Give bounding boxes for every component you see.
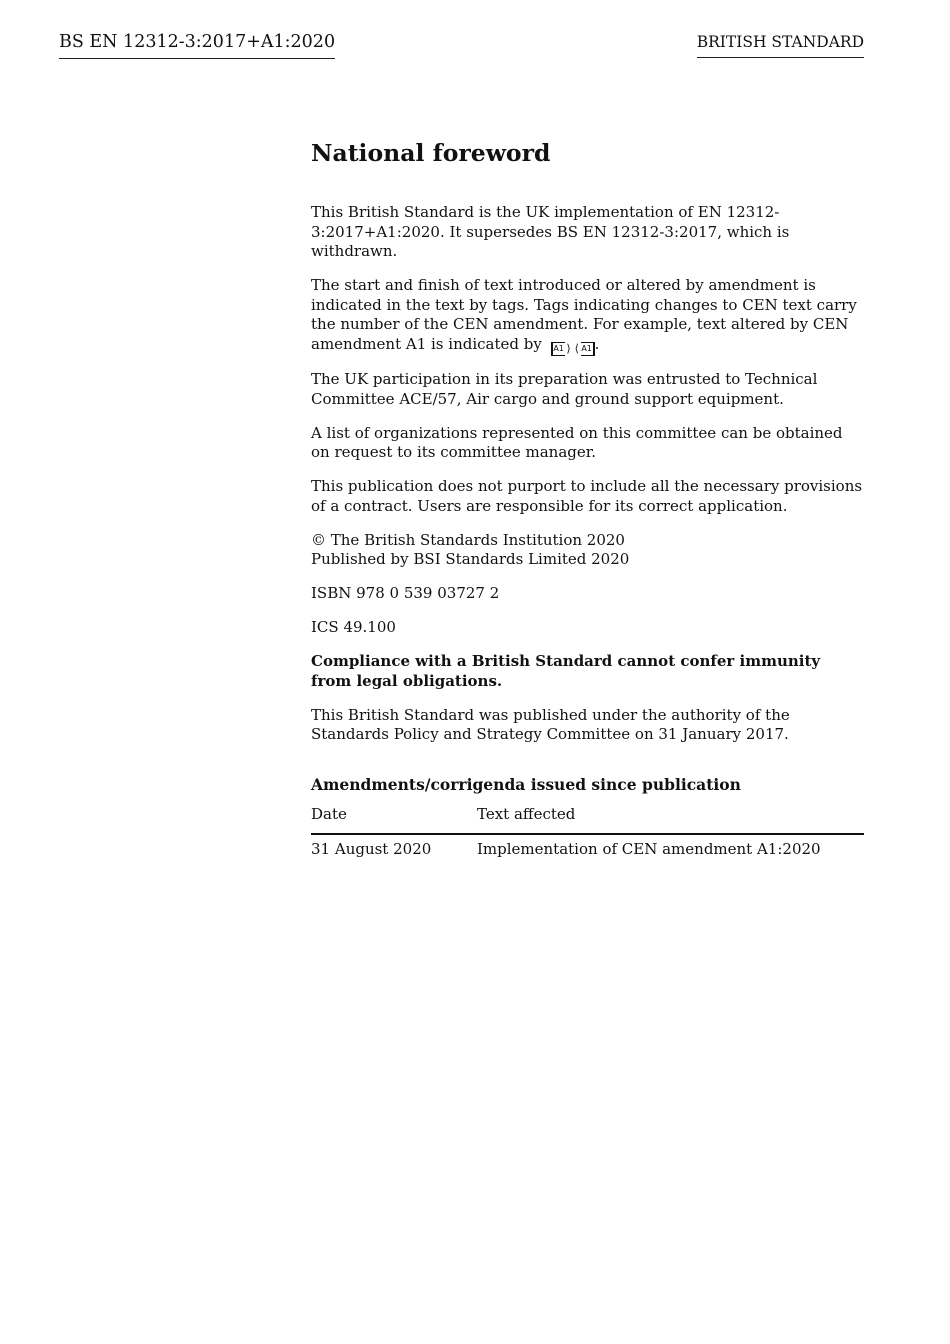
committee-paragraph: The UK participation in its preparation was entrusted to Technical Committee ACE/57, Air cargo and ground support equipment. xyxy=(311,370,818,408)
amendment-start-tag-icon: A1 ⟩ xyxy=(551,342,565,356)
document-id-header: BS EN 12312-3:2017+A1:2020 xyxy=(59,30,335,59)
amendment-text: Implementation of CEN amendment A1:2020 xyxy=(477,839,821,858)
copyright-line: © The British Standards Institution 2020 xyxy=(311,530,625,549)
contract-paragraph: This publication does not purport to include all the necessary provisions of a contract. Users are responsible for its correct application. xyxy=(311,477,863,515)
amendment-end-tag-icon: ⟨ A1 xyxy=(581,342,595,356)
column-header-date: Date xyxy=(311,803,477,834)
amendment-date: 31 August 2020 xyxy=(311,839,432,858)
british-standard-label: BRITISH STANDARD xyxy=(697,31,864,58)
column-header-text-affected: Text affected xyxy=(477,803,864,834)
page-title: National foreword xyxy=(311,139,551,167)
implementation-paragraph: This British Standard is the UK implementation of EN 12312-3:2017+A1:2020. It supersedes BS EN 12312-3:2017, which is withdrawn. xyxy=(311,203,790,260)
amendments-table xyxy=(311,803,864,859)
compliance-statement: Compliance with a British Standard cannot confer immunity from legal obligations. xyxy=(311,652,821,690)
authority-paragraph: This British Standard was published under the authority of the Standards Policy and Strategy Committee on 31 January 2017. xyxy=(311,705,790,743)
amendments-heading: Amendments/corrigenda issued since publication xyxy=(311,774,741,794)
amendment-tags-paragraph: The start and finish of text introduced or altered by amendment is indicated in the text by tags. Tags indicating changes to CEN text carry the number of the CEN amendment. For example, text altered by CEN amendment A1 is indicated by A1 ⟩ ⟨ A1 . xyxy=(311,276,857,355)
publisher-line: Published by BSI Standards Limited 2020 xyxy=(311,550,630,568)
table-header-row xyxy=(311,803,864,834)
amendment-tags-text: The start and finish of text introduced or altered by amendment is indicated in the text by tags. Tags indicating changes to CEN text carry the number of the CEN amendment. For example, text altered by CEN amendment A1 is indicated by xyxy=(311,276,857,353)
ics-code: ICS 49.100 xyxy=(311,618,396,636)
copyright-block xyxy=(311,531,864,570)
table-row xyxy=(311,834,864,859)
isbn: ISBN 978 0 539 03727 2 xyxy=(311,584,500,602)
organizations-paragraph: A list of organizations represented on this committee can be obtained on request to its committee manager. xyxy=(311,423,843,461)
national-foreword-section xyxy=(311,137,864,859)
